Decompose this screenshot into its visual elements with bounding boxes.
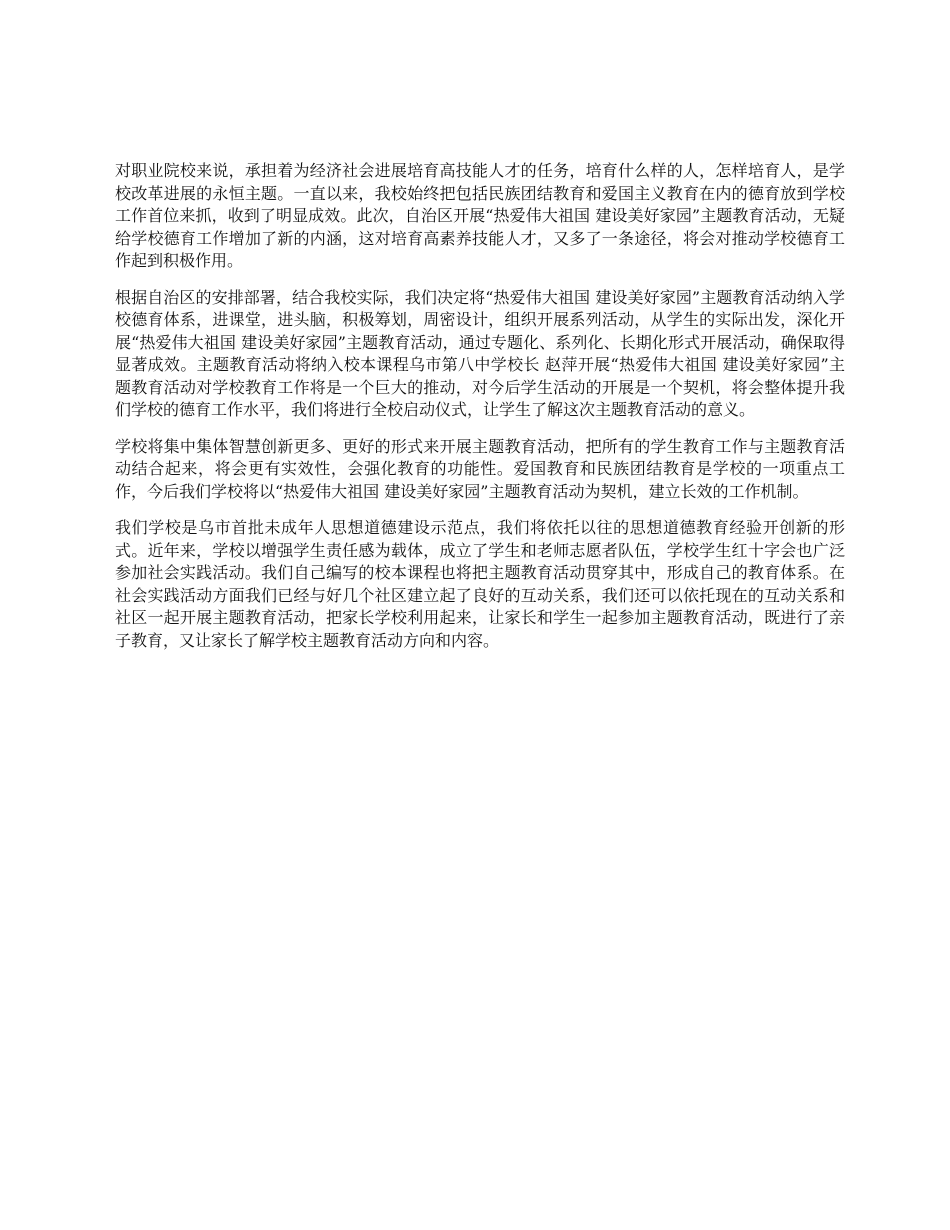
paragraph-2: 根据自治区的安排部署，结合我校实际，我们决定将“热爱伟大祖国 建设美好家园”主题教育活动纳入学校德育体系，进课堂，进头脑，积极筹划，周密设计，组织开展系列活动，从学生的实际出发，深化开展“热爱伟大祖国 建设美好家园”主题教育活动，通过专题化、系列化、长期化形式开展活动，确保取得显著成效。主题教育活动将纳入校本课程乌市第八中学校长 赵萍开展“热爱伟大祖国 建设美好家园”主题教育活动对学校教育工作将是一个巨大的推动，对今后学生活动的开展是一个契机，将会整体提升我们学校的德育工作水平，我们将进行全校启动仪式，让学生了解这次主题教育活动的意义。 <box>115 287 845 419</box>
document-body <box>115 160 845 666</box>
paragraph-4: 我们学校是乌市首批未成年人思想道德建设示范点，我们将依托以往的思想道德教育经验开创新的形式。近年来，学校以增强学生责任感为载体，成立了学生和老师志愿者队伍，学校学生红十字会也广泛参加社会实践活动。我们自己编写的校本课程也将把主题教育活动贯穿其中，形成自己的教育体系。在社会实践活动方面我们已经与好几个社区建立起了良好的互动关系，我们还可以依托现在的互动关系和社区一起开展主题教育活动，把家长学校利用起来，让家长和学生一起参加主题教育活动，既进行了亲子教育，又让家长了解学校主题教育活动方向和内容。 <box>115 518 845 650</box>
paragraph-1: 对职业院校来说，承担着为经济社会进展培育高技能人才的任务，培育什么样的人，怎样培育人，是学校改革进展的永恒主题。一直以来，我校始终把包括民族团结教育和爱国主义教育在内的德育放到学校工作首位来抓，收到了明显成效。此次，自治区开展“热爱伟大祖国 建设美好家园”主题教育活动，无疑给学校德育工作增加了新的内涵，这对培育高素养技能人才，又多了一条途径，将会对推动学校德育工作起到积极作用。 <box>115 161 845 270</box>
paragraph-3: 学校将集中集体智慧创新更多、更好的形式来开展主题教育活动，把所有的学生教育工作与主题教育活动结合起来，将会更有实效性，会强化教育的功能性。爱国教育和民族团结教育是学校的一项重点工作，今后我们学校将以“热爱伟大祖国 建设美好家园”主题教育活动为契机，建立长效的工作机制。 <box>115 436 845 501</box>
